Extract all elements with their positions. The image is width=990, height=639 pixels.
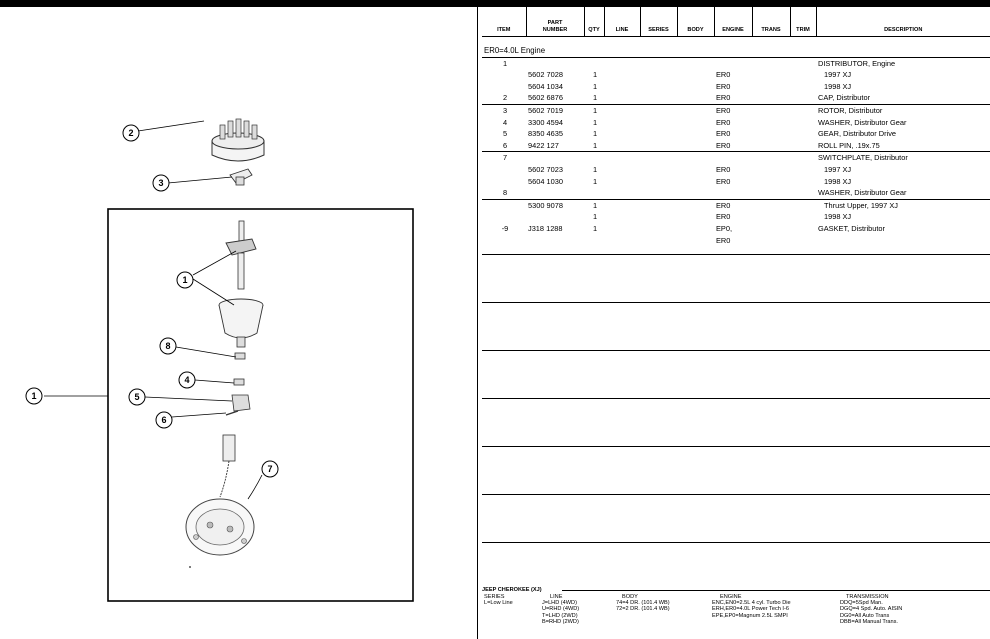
cell-trans — [752, 235, 790, 247]
legend-line-head: LINE — [550, 594, 563, 600]
rotor-drawing — [230, 169, 252, 185]
legend-engine — [712, 594, 791, 619]
header-item: ITEM — [482, 7, 526, 37]
cell-qty: 1 — [592, 176, 598, 186]
cell-body — [677, 128, 714, 140]
legend-body-item: 74=4 DR. (101.4 WB) — [616, 600, 670, 607]
cell-engine: ER0 — [716, 164, 731, 174]
cell-trim — [790, 104, 816, 116]
legend-transmission-item: DBB=All Manual Trans. — [840, 618, 898, 625]
cell-engine — [714, 152, 752, 164]
cell-trans — [752, 81, 790, 93]
cell-part: 8350 4635 — [528, 129, 563, 139]
legend-line-item: T=LHD (2WD) — [542, 612, 578, 619]
cell-trans — [752, 104, 790, 116]
cell-trim — [790, 176, 816, 188]
gear-drawing — [232, 395, 250, 411]
cell-trans — [752, 187, 790, 199]
table-row — [482, 199, 990, 211]
table-header-row — [482, 7, 990, 37]
legend-line-item: B=RHD (2WD) — [542, 618, 579, 625]
callout-1-label: 1 — [182, 275, 188, 285]
cell-item — [482, 176, 526, 188]
cell-body — [677, 92, 714, 104]
table-row — [482, 223, 990, 235]
cell-line — [604, 69, 640, 81]
header-part-number — [526, 7, 584, 37]
table-row — [482, 152, 990, 164]
callout-8-label: 8 — [165, 341, 171, 351]
cell-trim — [790, 140, 816, 152]
cell-body — [677, 235, 714, 247]
group-title: ER0=4.0L Engine — [482, 37, 990, 58]
cell-series — [640, 187, 677, 199]
cell-body — [677, 57, 714, 69]
cell-qty: 1 — [592, 212, 598, 222]
cell-desc: ROLL PIN, .19x.75 — [818, 140, 880, 150]
legend-transmission-item: DDQ=5Spd Man. — [840, 600, 883, 607]
cell-series — [640, 57, 677, 69]
cell-part: 5602 7019 — [526, 104, 584, 116]
cell-engine: ER0 — [716, 70, 731, 80]
cell-series — [640, 223, 677, 235]
cell-line — [604, 235, 640, 247]
cell-series — [640, 92, 677, 104]
cell-trans — [752, 211, 790, 223]
cell-body — [677, 211, 714, 223]
cell-trans — [752, 69, 790, 81]
legend-body-item: 72=2 DR. (101.4 WB) — [616, 606, 670, 613]
cell-engine: EP0, — [716, 223, 733, 233]
cell-trans — [752, 152, 790, 164]
cell-engine: ER0 — [716, 117, 731, 127]
cell-line — [604, 117, 640, 129]
parts-table-body — [482, 37, 990, 247]
cell-trim — [790, 117, 816, 129]
cell-line — [604, 152, 640, 164]
cell-trans — [752, 128, 790, 140]
cell-qty — [584, 235, 604, 247]
callout-5 — [129, 389, 145, 405]
top-black-bar — [0, 0, 990, 7]
cell-engine: ER0 — [716, 176, 731, 186]
cell-body — [677, 152, 714, 164]
cell-qty: 1 — [592, 140, 598, 150]
table-row — [482, 164, 990, 176]
cell-trim — [790, 223, 816, 235]
cell-trans — [752, 117, 790, 129]
cell-series — [640, 69, 677, 81]
cell-body — [677, 140, 714, 152]
table-row — [482, 69, 990, 81]
cell-line — [604, 128, 640, 140]
cell-body — [677, 69, 714, 81]
cell-series — [640, 176, 677, 188]
cell-part: 9422 127 — [528, 140, 559, 150]
legend-transmission — [840, 594, 902, 625]
callout-1-assembly-label: 1 — [31, 391, 37, 401]
cell-trim — [790, 187, 816, 199]
cell-trim — [790, 92, 816, 104]
callout-2 — [123, 125, 139, 141]
cell-trans — [752, 164, 790, 176]
cell-qty: 1 — [592, 81, 598, 91]
legend-body — [616, 594, 670, 613]
rule-line — [482, 302, 990, 303]
cell-item: 5 — [502, 129, 508, 139]
cell-qty: 1 — [584, 199, 604, 211]
cell-body — [677, 187, 714, 199]
cell-series — [640, 117, 677, 129]
header-series: SERIES — [640, 7, 677, 37]
cell-series — [640, 211, 677, 223]
cell-trim — [790, 235, 816, 247]
distributor-diagram — [0, 7, 476, 639]
parts-table — [482, 7, 990, 246]
parts-table-container — [482, 7, 990, 246]
cell-engine: ER0 — [716, 93, 731, 103]
callout-4 — [179, 372, 195, 388]
callout-2-label: 2 — [128, 128, 134, 138]
cell-body — [677, 81, 714, 93]
cell-engine — [714, 57, 752, 69]
cell-desc: DISTRIBUTOR, Engine — [818, 58, 896, 68]
cell-desc: 1998 XJ — [824, 176, 852, 186]
cell-engine: ER0 — [716, 212, 731, 222]
cell-line — [604, 104, 640, 116]
washer-4-drawing — [234, 379, 244, 385]
table-row — [482, 81, 990, 93]
cell-item: 8 — [502, 188, 508, 198]
cell-body — [677, 164, 714, 176]
cell-desc: GASKET, Distributor — [818, 223, 885, 233]
cell-engine — [714, 187, 752, 199]
header-trim: TRIM — [790, 7, 816, 37]
table-row — [482, 176, 990, 188]
cell-line — [604, 211, 640, 223]
cell-trim — [790, 152, 816, 164]
cell-trans — [752, 223, 790, 235]
cell-desc: GEAR, Distributor Drive — [818, 129, 897, 139]
cell-trans — [752, 140, 790, 152]
legend-engine-head: ENGINE — [720, 594, 742, 600]
cell-part: J318 1288 — [528, 223, 563, 233]
cell-qty: 1 — [592, 117, 598, 127]
cell-part: 5602 7028 — [528, 70, 563, 80]
header-engine: ENGINE — [714, 7, 752, 37]
page-divider — [477, 7, 478, 639]
cell-qty — [584, 57, 604, 69]
rule-line — [482, 542, 990, 543]
cell-engine: ER0 — [714, 199, 752, 211]
legend-series-item: L=Low Line — [484, 600, 513, 607]
cell-desc: 1997 XJ — [824, 164, 852, 174]
cell-desc: WASHER, Distributor Gear — [818, 188, 907, 198]
cell-body — [677, 104, 714, 116]
cell-trim — [790, 164, 816, 176]
cell-qty: 1 — [592, 93, 598, 103]
cell-engine: ER0 — [716, 140, 731, 150]
cell-qty — [584, 187, 604, 199]
cell-item — [482, 235, 526, 247]
cell-trim — [790, 81, 816, 93]
cell-series — [640, 164, 677, 176]
table-row — [482, 128, 990, 140]
cell-part — [526, 187, 584, 199]
legend-title: JEEP CHEROKEE (XJ) — [482, 587, 542, 593]
table-row — [482, 140, 990, 152]
callout-1-housing — [177, 272, 193, 288]
cell-body — [677, 223, 714, 235]
cell-part: 5602 6876 — [528, 93, 563, 103]
washer-8-drawing — [235, 353, 245, 359]
callout-3 — [153, 175, 169, 191]
header-body: BODY — [677, 7, 714, 37]
legend-engine-item: EPE,EP0=Magnum 2.5L SMPI — [712, 612, 788, 619]
cell-line — [604, 176, 640, 188]
cell-item: 4 — [502, 117, 508, 127]
cell-part: 5602 7023 — [528, 164, 563, 174]
cell-part: 5300 9078 — [526, 199, 584, 211]
rule-line — [482, 398, 990, 399]
cell-item: -9 — [501, 223, 509, 233]
cell-body — [677, 176, 714, 188]
exploded-diagram — [0, 7, 476, 639]
cell-engine: ER0 — [716, 81, 731, 91]
cell-line — [604, 223, 640, 235]
group-row — [482, 37, 990, 58]
cell-series — [640, 152, 677, 164]
cell-engine: ER0 — [716, 129, 731, 139]
legend-line-item: U=RHD (4WD) — [542, 606, 580, 613]
table-row — [482, 211, 990, 223]
cell-part: 5604 1030 — [528, 176, 563, 186]
callout-3-label: 3 — [158, 178, 164, 188]
cell-trim — [790, 128, 816, 140]
cell-series — [640, 235, 677, 247]
table-row — [482, 57, 990, 69]
callout-1-assembly — [26, 388, 42, 404]
cell-item — [482, 199, 526, 211]
cell-trim — [790, 69, 816, 81]
table-row — [482, 117, 990, 129]
distributor-housing-drawing — [219, 221, 263, 347]
rule-line — [482, 446, 990, 447]
callout-7 — [262, 461, 278, 477]
cell-line — [604, 92, 640, 104]
legend-transmission-item: DGQ=4 Spd. Auto. AISIN — [840, 606, 903, 613]
cell-desc: CAP, Distributor — [818, 93, 871, 103]
code-legend — [482, 587, 990, 639]
legend-engine-item: ERH,ER0=4.0L Power Tech I-6 — [712, 606, 789, 613]
cell-series — [640, 104, 677, 116]
cell-trans — [752, 92, 790, 104]
cell-engine: ER0 — [714, 104, 752, 116]
table-row — [482, 104, 990, 116]
cell-trim — [790, 57, 816, 69]
cell-item — [482, 81, 526, 93]
cell-series — [640, 199, 677, 211]
cell-line — [604, 164, 640, 176]
header-line: LINE — [604, 7, 640, 37]
cell-qty: 1 — [592, 70, 598, 80]
cell-qty: 1 — [592, 223, 598, 233]
legend-line — [542, 594, 579, 625]
cell-item — [482, 211, 526, 223]
legend-transmission-head: TRANSMISSION — [846, 594, 889, 600]
cell-part — [526, 235, 584, 247]
cell-desc: WASHER, Distributor Gear — [818, 117, 907, 127]
cell-trans — [752, 199, 790, 211]
legend-series-head: SERIES — [484, 594, 505, 600]
legend-body-head: BODY — [622, 594, 638, 600]
switchplate-drawing — [186, 435, 254, 568]
cell-desc: SWITCHPLATE, Distributor — [816, 152, 990, 164]
header-trans: TRANS — [752, 7, 790, 37]
cell-item — [482, 164, 526, 176]
cell-body — [677, 117, 714, 129]
legend-transmission-item: DG0=All Auto Trans — [840, 612, 890, 619]
cell-series — [640, 81, 677, 93]
rule-line — [482, 494, 990, 495]
legend-series — [484, 594, 513, 606]
callout-7-label: 7 — [267, 464, 273, 474]
header-part-top: PART — [547, 20, 563, 26]
roll-pin-drawing — [226, 411, 238, 415]
legend-engine-item: ENC,EN0=2.5L 4 cyl. Turbo Die — [712, 600, 791, 607]
cell-desc: 1997 XJ — [824, 70, 852, 80]
cell-desc: 1998 XJ — [824, 81, 852, 91]
table-row — [482, 235, 990, 247]
callout-5-label: 5 — [134, 392, 140, 402]
cell-item: 1 — [502, 58, 508, 68]
cell-qty: 1 — [584, 104, 604, 116]
cell-line — [604, 57, 640, 69]
distributor-cap-drawing — [212, 119, 264, 161]
callout-6-label: 6 — [161, 415, 167, 425]
cell-item — [482, 69, 526, 81]
cell-line — [604, 199, 640, 211]
cell-desc: ROTOR, Distributor — [816, 104, 990, 116]
cell-engine: ER0 — [716, 235, 731, 245]
cell-trim — [790, 199, 816, 211]
cell-part: 3300 4594 — [528, 117, 563, 127]
cell-body — [677, 199, 714, 211]
cell-qty — [584, 152, 604, 164]
cell-item: 3 — [482, 104, 526, 116]
header-description: DESCRIPTION — [816, 7, 990, 37]
cell-line — [604, 140, 640, 152]
callout-4-label: 4 — [184, 375, 190, 385]
rule-line — [482, 254, 990, 255]
cell-trans — [752, 57, 790, 69]
header-qty: QTY — [584, 7, 604, 37]
cell-series — [640, 140, 677, 152]
cell-series — [640, 128, 677, 140]
header-part-bottom: NUMBER — [542, 27, 568, 33]
callout-6 — [156, 412, 172, 428]
cell-qty: 1 — [592, 129, 598, 139]
cell-desc — [816, 235, 990, 247]
legend-rule — [562, 590, 990, 591]
legend-line-item: J=LHD (4WD) — [542, 600, 577, 607]
cell-item: 7 — [482, 152, 526, 164]
cell-trans — [752, 176, 790, 188]
cell-part — [526, 57, 584, 69]
callout-8 — [160, 338, 176, 354]
table-row — [482, 187, 990, 199]
cell-qty: 1 — [592, 164, 598, 174]
cell-part — [526, 152, 584, 164]
cell-trim — [790, 211, 816, 223]
cell-part — [526, 211, 584, 223]
table-row — [482, 92, 990, 104]
cell-desc: 1998 XJ — [824, 212, 852, 222]
cell-item: 6 — [502, 140, 508, 150]
rule-line — [482, 350, 990, 351]
cell-line — [604, 81, 640, 93]
cell-desc: Thrust Upper, 1997 XJ — [816, 199, 990, 211]
cell-line — [604, 187, 640, 199]
cell-item: 2 — [502, 93, 508, 103]
cell-part: 5604 1034 — [528, 81, 563, 91]
